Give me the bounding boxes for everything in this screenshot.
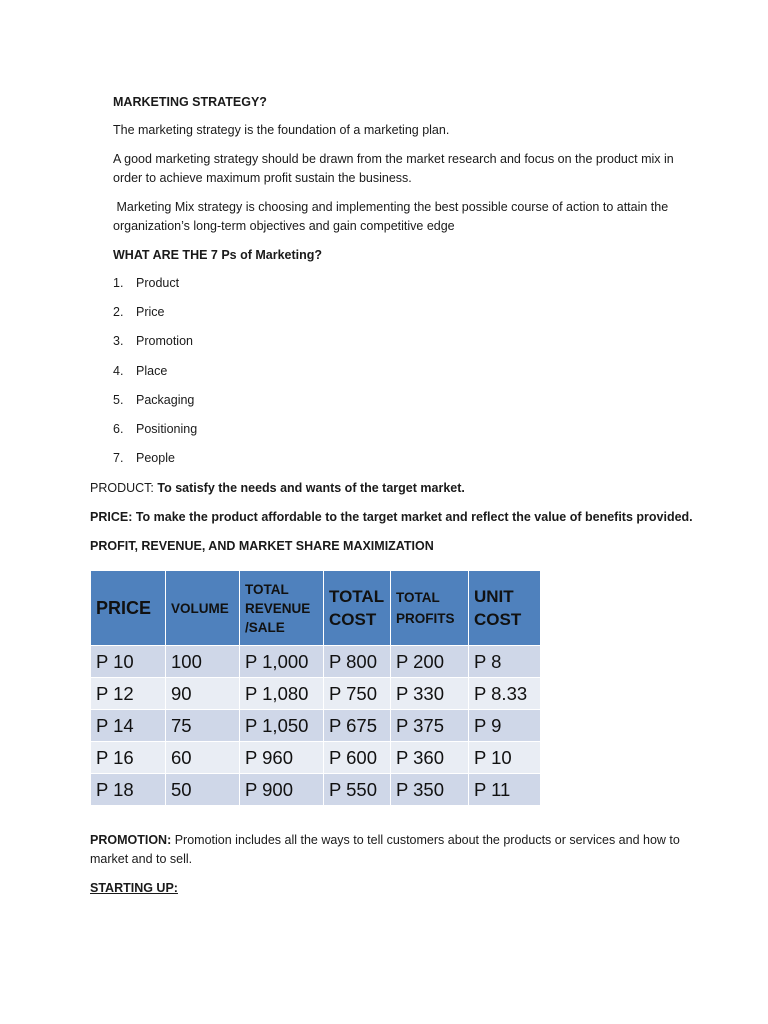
cell-total-profits: P 375	[391, 710, 469, 742]
seven-ps-heading: WHAT ARE THE 7 Ps of Marketing?	[113, 248, 323, 262]
header-total-revenue: TOTAL REVENUE /SALE	[240, 571, 324, 646]
list-item: 6. Positioning	[113, 421, 198, 436]
cell-total-cost: P 550	[324, 774, 391, 806]
cell-total-profits: P 200	[391, 646, 469, 678]
pricing-table	[90, 570, 541, 806]
cell-total-cost: P 800	[324, 646, 391, 678]
header-total-profits: TOTAL PROFITS	[391, 571, 469, 646]
starting-up-heading: STARTING UP:	[90, 881, 178, 895]
cell-price: P 18	[91, 774, 166, 806]
cell-unit-cost: P 10	[469, 742, 541, 774]
header-total-cost: TOTAL COST	[324, 571, 391, 646]
header-volume: VOLUME	[166, 571, 240, 646]
good-strategy-paragraph: A good marketing strategy should be drawn from the market research and focus on the product mix in order to achieve maximum profit sustain the business.	[113, 152, 674, 185]
marketing-mix-paragraph: Marketing Mix strategy is choosing and implementing the best possible course of action to attain the organization’s long-term objectives and gain competitive edge	[113, 200, 672, 233]
table-row	[91, 710, 541, 742]
list-item: 4. Place	[113, 363, 168, 378]
table-header-row	[91, 571, 541, 646]
cell-price: P 10	[91, 646, 166, 678]
cell-total-revenue: P 1,000	[240, 646, 324, 678]
cell-total-revenue: P 960	[240, 742, 324, 774]
table-row	[91, 774, 541, 806]
cell-total-cost: P 750	[324, 678, 391, 710]
product-label: PRODUCT:	[90, 481, 158, 495]
cell-price: P 16	[91, 742, 166, 774]
cell-total-revenue: P 900	[240, 774, 324, 806]
table-row	[91, 678, 541, 710]
cell-total-profits: P 330	[391, 678, 469, 710]
seven-ps-list	[113, 274, 413, 478]
cell-volume: 100	[166, 646, 240, 678]
price-line: PRICE: To make the product affordable to the target market and reflect the value of benefits provided.	[90, 510, 693, 524]
profit-heading: PROFIT, REVENUE, AND MARKET SHARE MAXIMIZATION	[90, 539, 434, 553]
cell-total-profits: P 360	[391, 742, 469, 774]
header-price: PRICE	[91, 571, 166, 646]
cell-unit-cost: P 9	[469, 710, 541, 742]
list-item: 1. Product	[113, 276, 180, 290]
cell-unit-cost: P 8.33	[469, 678, 541, 710]
promotion-line	[90, 831, 690, 869]
cell-total-cost: P 600	[324, 742, 391, 774]
cell-volume: 75	[166, 710, 240, 742]
cell-volume: 90	[166, 678, 240, 710]
table-row	[91, 742, 541, 774]
cell-price: P 12	[91, 678, 166, 710]
promotion-label: PROMOTION:	[90, 833, 175, 847]
cell-total-cost: P 675	[324, 710, 391, 742]
cell-price: P 14	[91, 710, 166, 742]
cell-unit-cost: P 8	[469, 646, 541, 678]
header-unit-cost: UNIT COST	[469, 571, 541, 646]
marketing-strategy-heading: MARKETING STRATEGY?	[113, 95, 267, 109]
cell-total-revenue: P 1,080	[240, 678, 324, 710]
list-item: 5. Packaging	[113, 392, 195, 407]
promotion-text: Promotion includes all the ways to tell customers about the products or services and how to market and to sell.	[90, 833, 680, 866]
intro-paragraph: The marketing strategy is the foundation of a marketing plan.	[113, 123, 450, 137]
cell-total-profits: P 350	[391, 774, 469, 806]
cell-unit-cost: P 11	[469, 774, 541, 806]
product-line	[90, 479, 690, 498]
table-row	[91, 646, 541, 678]
list-item: 2. Price	[113, 305, 165, 320]
list-item: 7. People	[113, 451, 175, 466]
cell-volume: 50	[166, 774, 240, 806]
list-item: 3. Promotion	[113, 334, 193, 349]
product-text: To satisfy the needs and wants of the target market.	[157, 481, 465, 495]
cell-volume: 60	[166, 742, 240, 774]
cell-total-revenue: P 1,050	[240, 710, 324, 742]
